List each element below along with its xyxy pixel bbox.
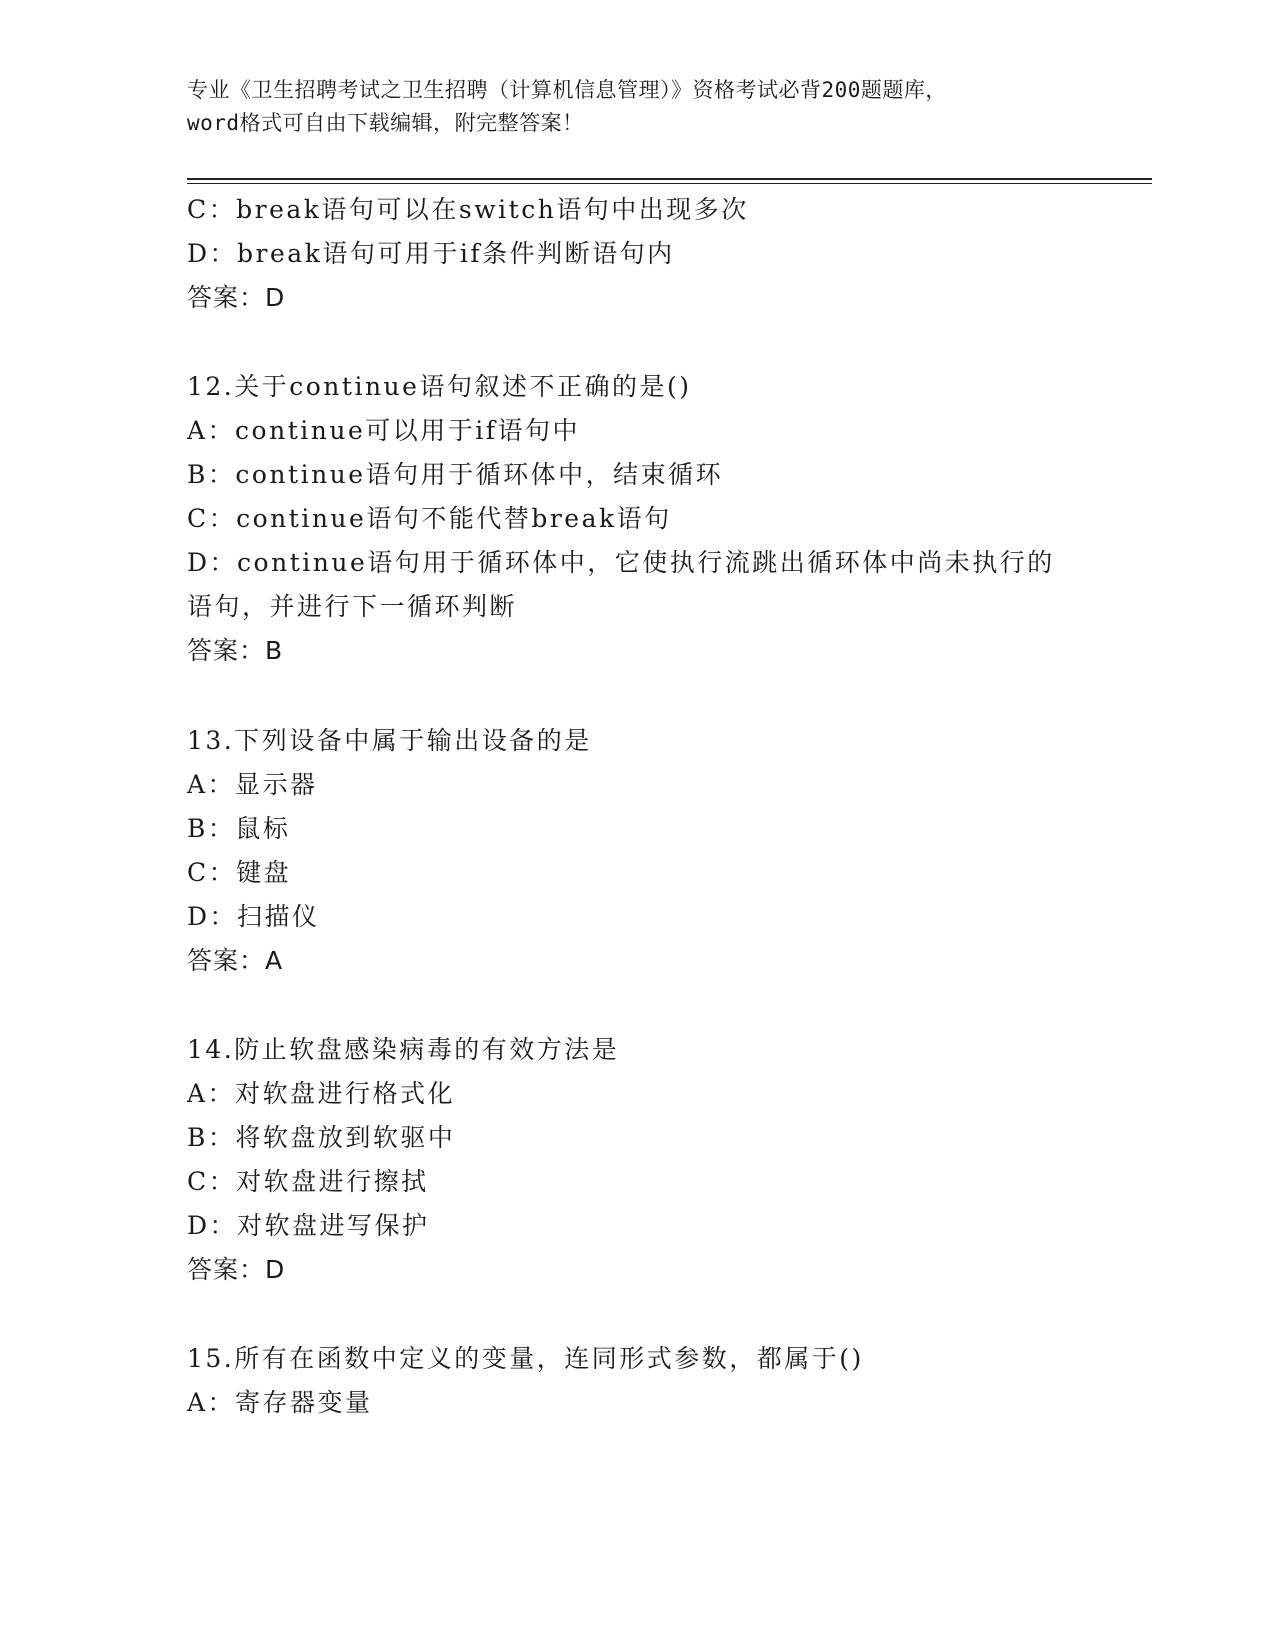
q12-option-a: A：continue可以用于if语句中 bbox=[187, 416, 580, 445]
q12-question: 12.关于continue语句叙述不正确的是() bbox=[187, 372, 692, 401]
q14-option-c: C：对软盘进行擦拭 bbox=[187, 1167, 429, 1196]
q12-option-d-continued: 语句，并进行下一循环判断 bbox=[187, 592, 518, 621]
q15-question: 15.所有在函数中定义的变量，连同形式参数，都属于() bbox=[187, 1344, 864, 1373]
q11-option-d: D：break语句可用于if条件判断语句内 bbox=[187, 239, 675, 268]
header-line-1: 专业《卫生招聘考试之卫生招聘（计算机信息管理）》资格考试必背200题题库， bbox=[187, 78, 947, 102]
q15-option-a: A：寄存器变量 bbox=[187, 1388, 373, 1417]
q12-option-d: D：continue语句用于循环体中，它使执行流跳出循环体中尚未执行的 bbox=[187, 548, 1055, 577]
q11-answer: 答案：D bbox=[187, 283, 286, 312]
q14-question: 14.防止软盘感染病毒的有效方法是 bbox=[187, 1035, 620, 1064]
q11-option-c: C：break语句可以在switch语句中出现多次 bbox=[187, 195, 749, 224]
q14-option-a: A：对软盘进行格式化 bbox=[187, 1079, 456, 1108]
q13-answer: 答案：A bbox=[187, 946, 284, 975]
q14-option-b: B：将软盘放到软驱中 bbox=[187, 1123, 456, 1152]
header-line-2: word格式可自由下载编辑，附完整答案！ bbox=[187, 111, 584, 135]
header-rule-thick bbox=[187, 178, 1152, 180]
q14-answer: 答案：D bbox=[187, 1255, 286, 1284]
document-header bbox=[187, 74, 1087, 140]
q13-option-c: C：键盘 bbox=[187, 858, 292, 887]
q13-option-b: B：鼠标 bbox=[187, 814, 291, 843]
q14-option-d: D：对软盘进写保护 bbox=[187, 1211, 430, 1240]
q12-option-c: C：continue语句不能代替break语句 bbox=[187, 504, 672, 533]
q12-option-b: B：continue语句用于循环体中，结束循环 bbox=[187, 460, 724, 489]
q13-option-d: D：扫描仪 bbox=[187, 902, 320, 931]
q13-question: 13.下列设备中属于输出设备的是 bbox=[187, 726, 592, 755]
q13-option-a: A：显示器 bbox=[187, 770, 318, 799]
q12-answer: 答案：B bbox=[187, 636, 284, 665]
header-rule-thin bbox=[187, 183, 1152, 184]
